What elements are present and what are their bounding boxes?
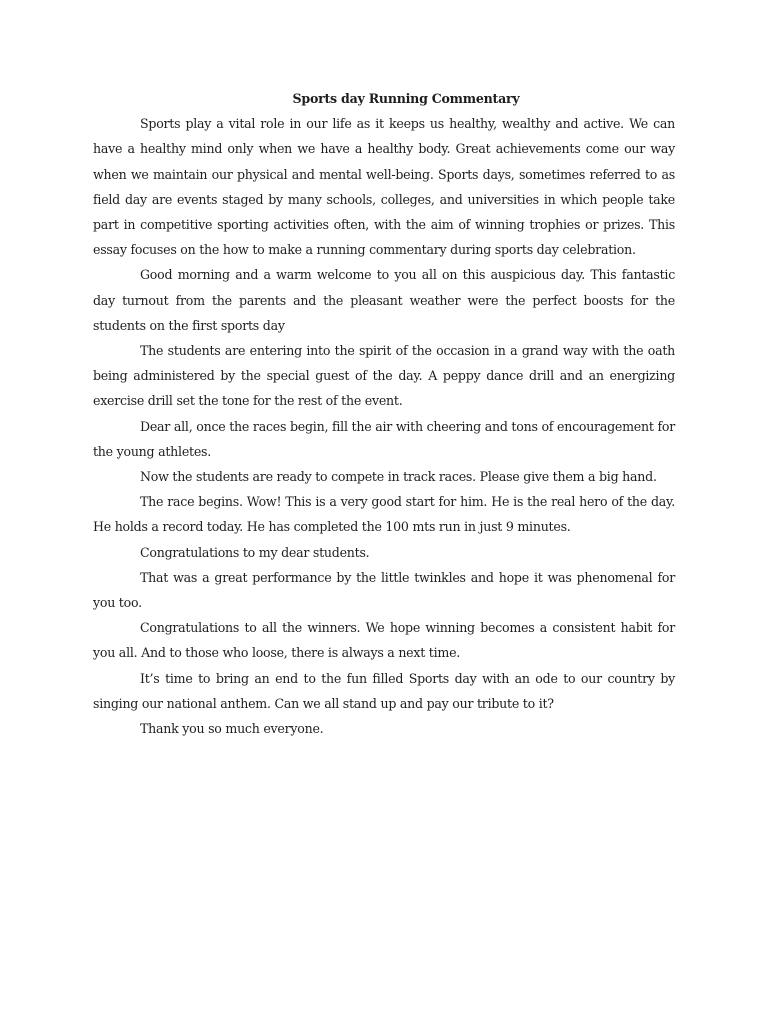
paragraph-congratulations-winners: Congratulations to all the winners. We hope winning becomes a consistent habit for you all. And to those who loose, there is always a next time. (93, 620, 675, 661)
paragraph-thank-you: Thank you so much everyone. (140, 721, 324, 737)
paragraph-congratulations-students: Congratulations to my dear students. (140, 544, 370, 560)
document-title: Sports day Running Commentary (292, 91, 520, 106)
paragraph-performance: That was a great performance by the little twinkles and hope it was phenomenal for you too. (93, 569, 675, 611)
paragraph-intro: Sports play a vital role in our life as it keeps us healthy, wealthy and active. We can have a healthy mind only when we have a healthy body. Great achievements come our way when we maintain our physical and mental well-being. Sports days, sometimes referred to as field day are events staged by many schools, colleges, and universities in which people take part in competitive sporting activities often, with the aim of winning trophies or prizes. This essay focuses on the how to make a running commentary during sports day celebration. (93, 116, 675, 258)
paragraph-national-anthem: It’s time to bring an end to the fun filled Sports day with an ode to our country by singing our national anthem. Can we all stand up and pay our tribute to it? (93, 670, 675, 711)
paragraph-oath: The students are entering into the spirit of the occasion in a grand way with the oath being administered by the special guest of the day. A peppy dance drill and an energizing exercise drill set the tone for the rest of the event. (93, 343, 675, 409)
document-body (93, 86, 675, 741)
paragraph-race-begins: The race begins. Wow! This is a very good start for him. He is the real hero of the day. He holds a record today. He has completed the 100 mts run in just 9 minutes. (93, 494, 675, 535)
paragraph-track-races: Now the students are ready to compete in track races. Please give them a big hand. (140, 469, 657, 485)
paragraph-welcome: Good morning and a warm welcome to you all on this auspicious day. This fantastic day turnout from the parents and the pleasant weather were the perfect boosts for the students on the first sports day (93, 267, 675, 333)
paragraph-cheering: Dear all, once the races begin, fill the air with cheering and tons of encouragement for the young athletes. (93, 418, 675, 459)
